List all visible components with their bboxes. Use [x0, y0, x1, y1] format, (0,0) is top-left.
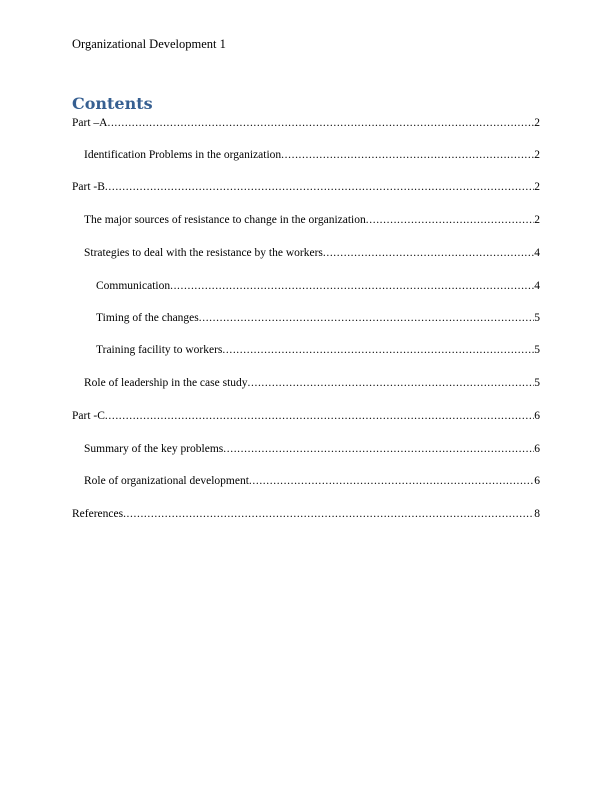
toc-entry-part-b[interactable]	[72, 180, 540, 194]
toc-entry-role-of-od[interactable]	[84, 474, 540, 488]
dot-leader	[281, 148, 534, 162]
toc-entry-summary-key-problems[interactable]	[84, 442, 540, 456]
toc-entry-label: Part –A	[72, 117, 108, 129]
toc-entry-role-of-leadership[interactable]	[84, 376, 540, 390]
dot-leader	[223, 442, 534, 456]
toc-entry-label: Role of organizational development	[84, 475, 249, 487]
toc-entry-references[interactable]	[72, 507, 540, 521]
toc-entry-label: Summary of the key problems	[84, 443, 224, 455]
toc-entry-label: Part -C	[72, 410, 105, 422]
toc-entry-part-a[interactable]	[72, 116, 540, 130]
dot-leader	[249, 474, 534, 488]
toc-entry-page-number: 6	[534, 443, 540, 455]
toc-entry-page-number: 2	[534, 214, 540, 226]
toc-entry-page-number: 8	[534, 508, 540, 520]
toc-entry-label: Strategies to deal with the resistance by the workers	[84, 247, 323, 259]
toc-entry-communication[interactable]	[96, 279, 540, 293]
toc-entry-page-number: 2	[534, 149, 540, 161]
toc-entry-page-number: 5	[534, 344, 540, 356]
toc-entry-label: Communication	[96, 280, 171, 292]
toc-entry-identification-problems[interactable]	[84, 148, 540, 162]
dot-leader	[107, 116, 534, 130]
dot-leader	[123, 507, 534, 521]
dot-leader	[248, 376, 535, 390]
dot-leader	[222, 343, 534, 357]
toc-entry-label: References	[72, 508, 124, 520]
toc-title: Contents	[72, 94, 153, 113]
toc-entry-page-number: 5	[534, 312, 540, 324]
toc-entry-label: Training facility to workers	[96, 344, 223, 356]
toc-entry-page-number: 4	[534, 247, 540, 259]
dot-leader	[105, 180, 534, 194]
toc-entry-page-number: 2	[534, 181, 540, 193]
dot-leader	[170, 279, 534, 293]
running-head: Organizational Development 1	[72, 37, 226, 51]
toc-entry-label: Timing of the changes	[96, 312, 199, 324]
toc-entry-training-facility[interactable]	[96, 343, 540, 357]
toc-entry-label: Role of leadership in the case study	[84, 377, 248, 389]
dot-leader	[366, 213, 534, 227]
toc-entry-label: The major sources of resistance to change in the organization	[84, 214, 366, 226]
dot-leader	[105, 409, 534, 423]
toc-entry-sources-of-resistance[interactable]	[84, 213, 540, 227]
toc-entry-part-c[interactable]	[72, 409, 540, 423]
toc-entry-page-number: 4	[534, 280, 540, 292]
toc-entry-page-number: 2	[534, 117, 540, 129]
toc-entry-label: Identification Problems in the organization	[84, 149, 282, 161]
dot-leader	[323, 246, 534, 260]
toc-entry-page-number: 5	[534, 377, 540, 389]
dot-leader	[199, 311, 535, 325]
toc-entry-label: Part -B	[72, 181, 105, 193]
toc-entry-page-number: 6	[534, 475, 540, 487]
toc-entry-strategies[interactable]	[84, 246, 540, 260]
toc-entry-timing-of-changes[interactable]	[96, 311, 540, 325]
toc-entry-page-number: 6	[534, 410, 540, 422]
